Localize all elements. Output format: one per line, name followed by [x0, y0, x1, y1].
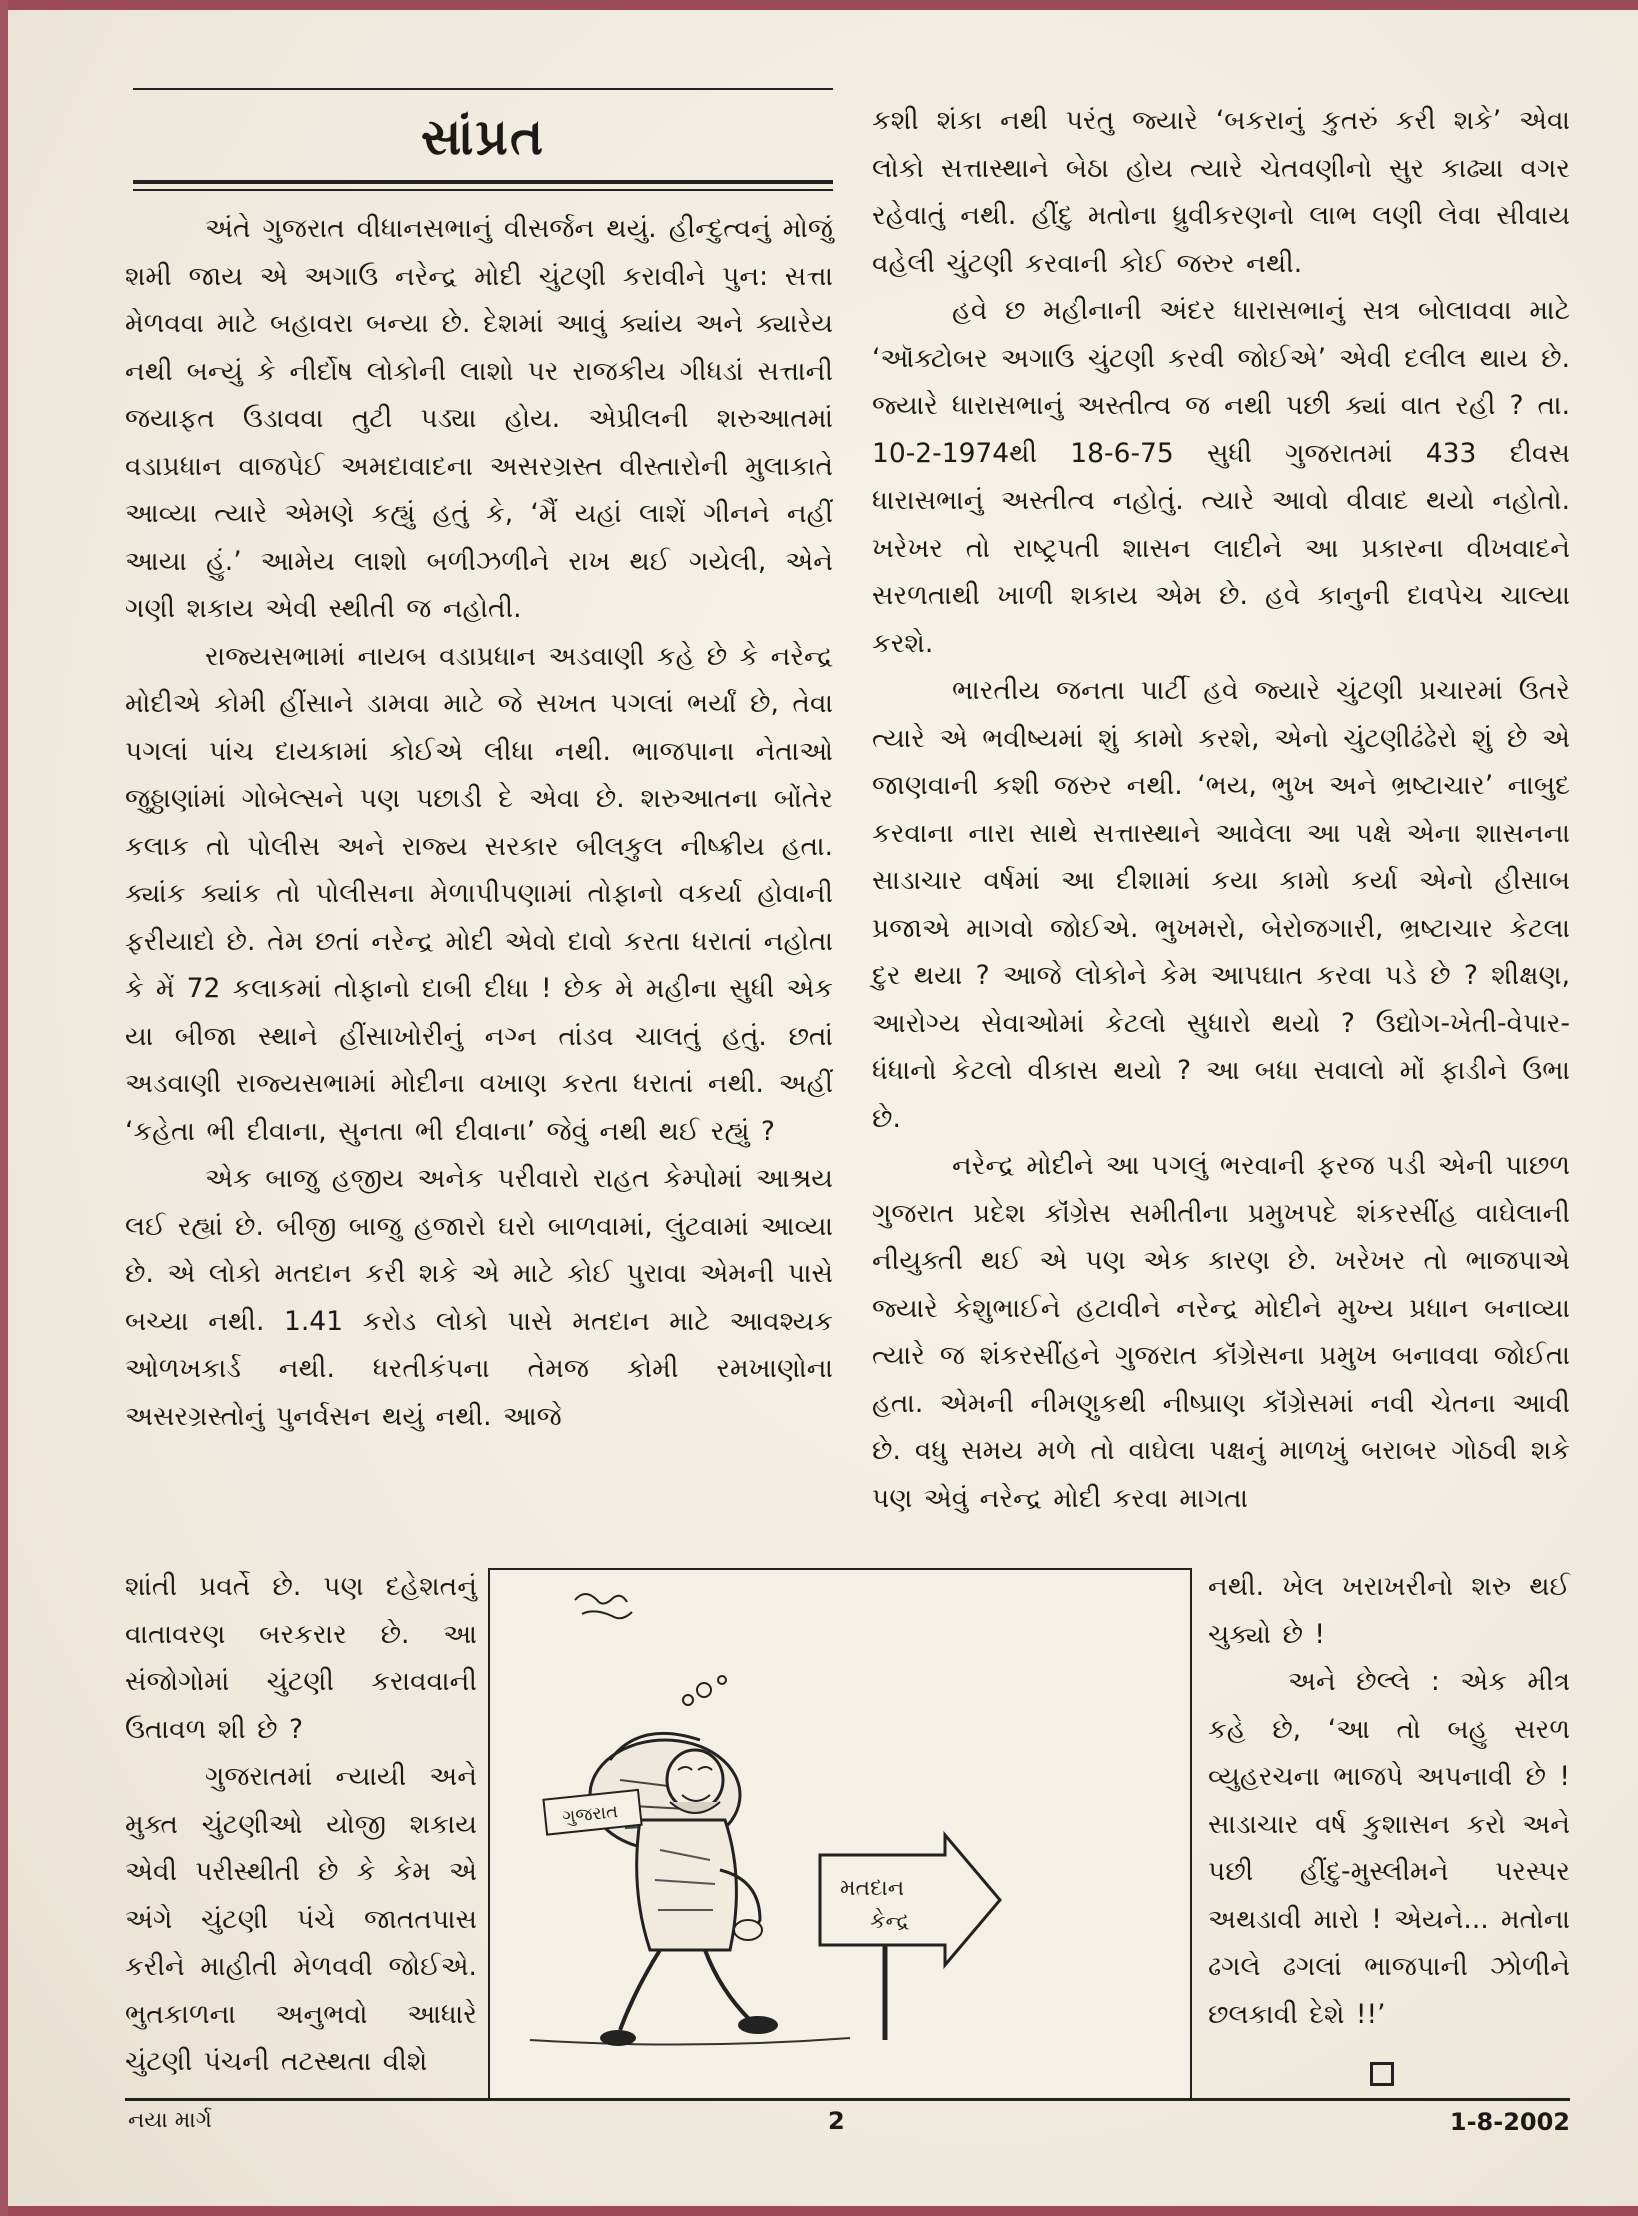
scan-edge-top [0, 0, 1638, 10]
paragraph: અંતે ગુજરાત વીધાનસભાનું વીસર્જન થયું. હીન્દુત્વનું મોજું શમી જાય એ અગાઉ નરેન્દ્ર મોદી ચુંટણી કરાવીને પુન: સત્તા મેળવવા માટે બહાવરા બન્યા છે. દેશમાં આવું ક્યાંય અને ક્યારેય નથી બન્યું કે નીર્દોષ લોકોની લાશો પર રાજકીય ગીધડાં સત્તાની જયાફત ઉડાવવા તુટી પડ્યા હોય. એપ્રીલની શરુઆતમાં વડાપ્રધાન વાજપેઈ અમદાવાદના અસરગ્રસ્ત વીસ્તારોની મુલાકાતે આવ્યા ત્યારે એમણે કહ્યું હતું કે, ‘મૈં યહાં લાશેં ગીનને નહીં આયા હું.’ આમેય લાશો બળીઝળીને રાખ થઈ ગયેલી, એને ગણી શકાય એવી સ્થીતી જ નહોતી. [125, 213, 833, 624]
paragraph: ગુજરાતમાં ન્યાયી અને મુક્ત ચુંટણીઓ યોજી શકાય એવી પરીસ્થીતી છે કે કેમ એ અંગે ચુંટણી પંચે જાતતપાસ કરીને માહીતી મેળવવી જોઈએ. ભુતકાળના અનુભવો આધારે ચુંટણી પંચની તટસ્થતા વીશે [125, 1761, 477, 2077]
scan-edge-left [0, 0, 8, 2216]
cartoon-arrow-label-bottom: કેન્દ્ર [870, 1909, 910, 1934]
paragraph: શાંતી પ્રવર્તે છે. પણ દહેશતનું વાતાવરણ બરકરાર છે. આ સંજોગોમાં ચુંટણી કરાવવાની ઉતાવળ શી છે ? [125, 1571, 477, 1745]
section-heading-box [133, 92, 833, 182]
cartoon-illustration [490, 1570, 1190, 2098]
cartoon-sign-label: ગુજરાત [561, 1801, 620, 1828]
cartoon-arrow-label-top: મતદાન [840, 1876, 905, 1901]
column-left-bottom [125, 1563, 477, 2086]
paragraph: ભારતીય જનતા પાર્ટી હવે જ્યારે ચુંટણી પ્રચારમાં ઉતરે ત્યારે એ ભવીષ્યમાં શું કામો કરશે, એનો ચુંટણીઢંઢેરો શું છે એ જાણવાની કશી જરુર નથી. ‘ભય, ભુખ અને ભ્રષ્ટાચાર’ નાબુદ કરવાના નારા સાથે સત્તાસ્થાને આવેલા આ પક્ષે એના શાસનના સાડાચાર વર્ષમાં આ દીશામાં કયા કામો કર્યા એનો હીસાબ પ્રજાએ માગવો જોઈએ. ભુખમરો, બેરોજગારી, ભ્રષ્ટાચાર કેટલા દુર થયા ? આજે લોકોને કેમ આપઘાત કરવા પડે છે ? શીક્ષણ, આરોગ્ય સેવાઓમાં કેટલો સુધારો થયો ? ઉદ્યોગ-ખેતી-વેપાર-ધંધાનો કેટલો વીકાસ થયો ? આ બધા સવાલો મોં ફાડીને ઉભા છે. [872, 675, 1570, 1134]
footer-page-number: 2 [828, 2107, 845, 2135]
footer-publication: નયા માર્ગ [128, 2108, 212, 2133]
paragraph: નરેન્દ્ર મોદીને આ પગલું ભરવાની ફરજ પડી એની પાછળ ગુજરાત પ્રદેશ કૉંગ્રેસ સમીતીના પ્રમુખપદે શંકરસીંહ વાઘેલાની નીયુક્તી થઈ એ પણ એક કારણ છે. ખરેખર તો ભાજપાએ જ્યારે કેશુભાઈને હટાવીને નરેન્દ્ર મોદીને મુખ્ય પ્રધાન બનાવ્યા ત્યારે જ શંકરસીંહને ગુજરાત કૉંગ્રેસના પ્રમુખ બનાવવા જોઈતા હતા. એમની નીમણુકથી નીષ્પ્રાણ કૉંગ્રેસમાં નવી ચેતના આવી છે. વધુ સમય મળે તો વાઘેલા પક્ષનું માળખું બરાબર ગોઠવી શકે પણ એવું નરેન્દ્ર મોદી કરવા માગતા [872, 1150, 1570, 1514]
paragraph: કશી શંકા નથી પરંતુ જ્યારે ‘બકરાનું કુતરું કરી શકે’ એવા લોકો સત્તાસ્થાને બેઠા હોય ત્યારે ચેતવણીનો સુર કાઢ્યા વગર રહેવાતું નથી. હીંદુ મતોના ધ્રુવીકરણનો લાભ લણી લેવા સીવાય વહેલી ચુંટણી કરવાની કોઈ જરુર નથી. [872, 105, 1570, 279]
article-end-mark [1370, 2062, 1394, 2086]
political-cartoon [488, 1568, 1192, 2100]
paragraph: હવે છ મહીનાની અંદર ધારાસભાનું સત્ર બોલાવવા માટે ‘ઑક્ટોબર અગાઉ ચુંટણી કરવી જોઈએ’ એવી દલીલ થાય છે. જ્યારે ધારાસભાનું અસ્તીત્વ જ નથી પછી ક્યાં વાત રહી ? તા. 10-2-1974થી 18-6-75 સુધી ગુજરાતમાં 433 દીવસ ધારાસભાનું અસ્તીત્વ નહોતું. ત્યારે આવો વીવાદ થયો નહોતો. ખરેખર તો રાષ્ટ્રપતી શાસન લાદીને આ પ્રકારના વીખવાદને સરળતાથી ખાળી શકાય એમ છે. હવે કાનુની દાવપેચ ચાલ્યા કરશે. [872, 295, 1570, 659]
paragraph: રાજ્યસભામાં નાયબ વડાપ્રધાન અડવાણી કહે છે કે નરેન્દ્ર મોદીએ કોમી હીંસાને ડામવા માટે જે સખત પગલાં ભર્યાં છે, તેવા પગલાં પાંચ દાયકામાં કોઈએ લીધા નથી. ભાજપાના નેતાઓ જુઠ્ઠાણાંમાં ગોબેલ્સને પણ પછાડી દે એવા છે. શરુઆતના બોંતેર કલાક તો પોલીસ અને રાજ્ય સરકાર બીલકુલ નીષ્ક્રીય હતા. ક્યાંક ક્યાંક તો પોલીસના મેળાપીપણામાં તોફાનો વકર્યા હોવાની ફરીયાદો છે. તેમ છતાં નરેન્દ્ર મોદી એવો દાવો કરતા ધરાતાં નહોતા કે મેં 72 કલાકમાં તોફાનો દાબી દીધા ! છેક મે મહીના સુધી એક યા બીજા સ્થાને હીંસાખોરીનું નગ્ન તાંડવ ચાલતું હતું. છતાં અડવાણી રાજ્યસભામાં મોદીના વખાણ કરતા ધરાતાં નથી. અહીં ‘કહેતા ભી દીવાના, સુનતા ભી દીવાના’ જેવું નથી થઈ રહ્યું ? [125, 640, 833, 1147]
header-rule-top [133, 88, 833, 90]
column-right [872, 97, 1570, 1522]
paragraph: નથી. ખેલ ખરાખરીનો શરુ થઈ ચુક્યો છે ! [1208, 1571, 1570, 1650]
section-title: સાંપ્રત [420, 107, 546, 166]
header-rule-thin [133, 189, 833, 191]
header-rule-thick [133, 180, 833, 184]
footer-rule [125, 2098, 1570, 2101]
paragraph: અને છેલ્લે : એક મીત્ર કહે છે, ‘આ તો બહુ સરળ વ્યુહરચના ભાજપે અપનાવી છે ! સાડાચાર વર્ષ કુશાસન કરો અને પછી હીંદુ-મુસ્લીમને પરસ્પર અથડાવી મારો ! એયને... મતોના ઢગલે ઢગલાં ભાજપાની ઝોળીને છલકાવી દેશે !!’ [1208, 1666, 1570, 2030]
column-left [125, 205, 833, 1440]
column-right-bottom [1208, 1563, 1570, 2038]
paragraph: એક બાજુ હજીય અનેક પરીવારો રાહત કેમ્પોમાં આશ્રય લઈ રહ્યાં છે. બીજી બાજુ હજારો ઘરો બાળવામાં, લુંટવામાં આવ્યા છે. એ લોકો મતદાન કરી શકે એ માટે કોઈ પુરાવા એમની પાસે બચ્યા નથી. 1.41 કરોડ લોકો પાસે મતદાન માટે આવશ્યક ઓળખકાર્ડ નથી. ધરતીકંપના તેમજ કોમી રમખાણોના અસરગ્રસ્તોનું પુનર્વસન થયું નથી. આજે [125, 1163, 833, 1432]
footer-date: 1-8-2002 [1449, 2108, 1570, 2136]
scan-edge-bottom [0, 2206, 1638, 2216]
